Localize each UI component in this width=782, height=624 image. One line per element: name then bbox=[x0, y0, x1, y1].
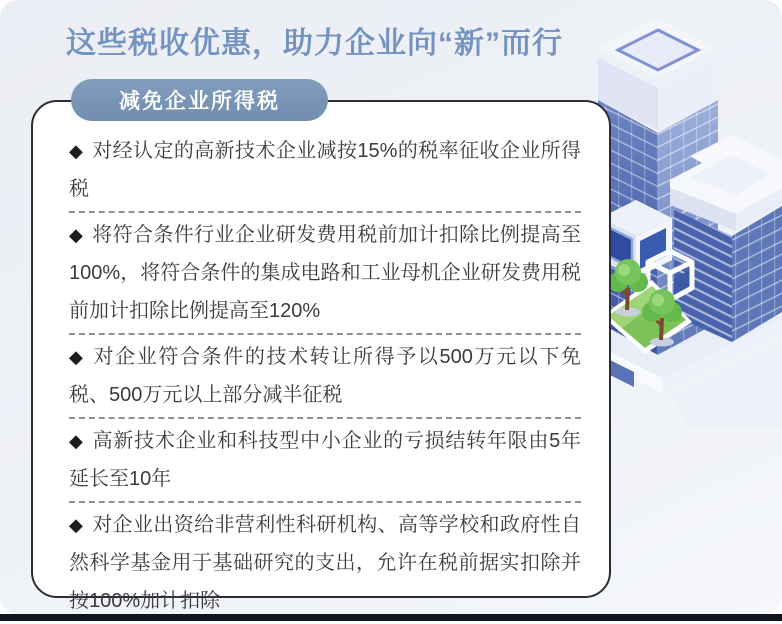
policy-card bbox=[31, 100, 611, 612]
dashed-divider bbox=[69, 333, 581, 335]
policy-item-text: 对经认定的高新技术企业减按15%的税率征收企业所得税 bbox=[69, 140, 582, 200]
diamond-bullet-icon: ◆ bbox=[69, 141, 84, 161]
policy-item-text: 对企业符合条件的技术转让所得予以500万元以下免税、500万元以上部分减半征税 bbox=[69, 346, 582, 406]
diamond-bullet-icon: ◆ bbox=[69, 515, 84, 535]
dashed-divider bbox=[69, 417, 581, 419]
diamond-bullet-icon: ◆ bbox=[69, 431, 84, 451]
policy-item bbox=[69, 338, 581, 414]
policy-item-text: 将符合条件行业企业研发费用税前加计扣除比例提高至100%，将符合条件的集成电路和工业母机企业研发费用税前加计扣除比例提高至120% bbox=[69, 224, 582, 322]
page-title: 这些税收优惠，助力企业向“新”而行 bbox=[66, 27, 563, 60]
diamond-bullet-icon: ◆ bbox=[69, 347, 85, 367]
policy-item-text: 对企业出资给非营利性科研机构、高等学校和政府性自然科学基金用于基础研究的支出，允许在税前据实扣除并按100%加计扣除 bbox=[69, 514, 582, 612]
diamond-bullet-icon: ◆ bbox=[69, 225, 84, 245]
policy-item-text: 高新技术企业和科技型中小企业的亏损结转年限由5年延长至10年 bbox=[69, 430, 582, 490]
dashed-divider bbox=[69, 211, 581, 213]
section-badge: 减免企业所得税 bbox=[71, 79, 328, 121]
policy-item bbox=[69, 422, 581, 498]
dashed-divider bbox=[69, 501, 581, 503]
policy-item bbox=[69, 132, 581, 208]
policy-item bbox=[69, 506, 581, 620]
policy-item bbox=[69, 216, 581, 330]
policy-list bbox=[33, 102, 609, 620]
